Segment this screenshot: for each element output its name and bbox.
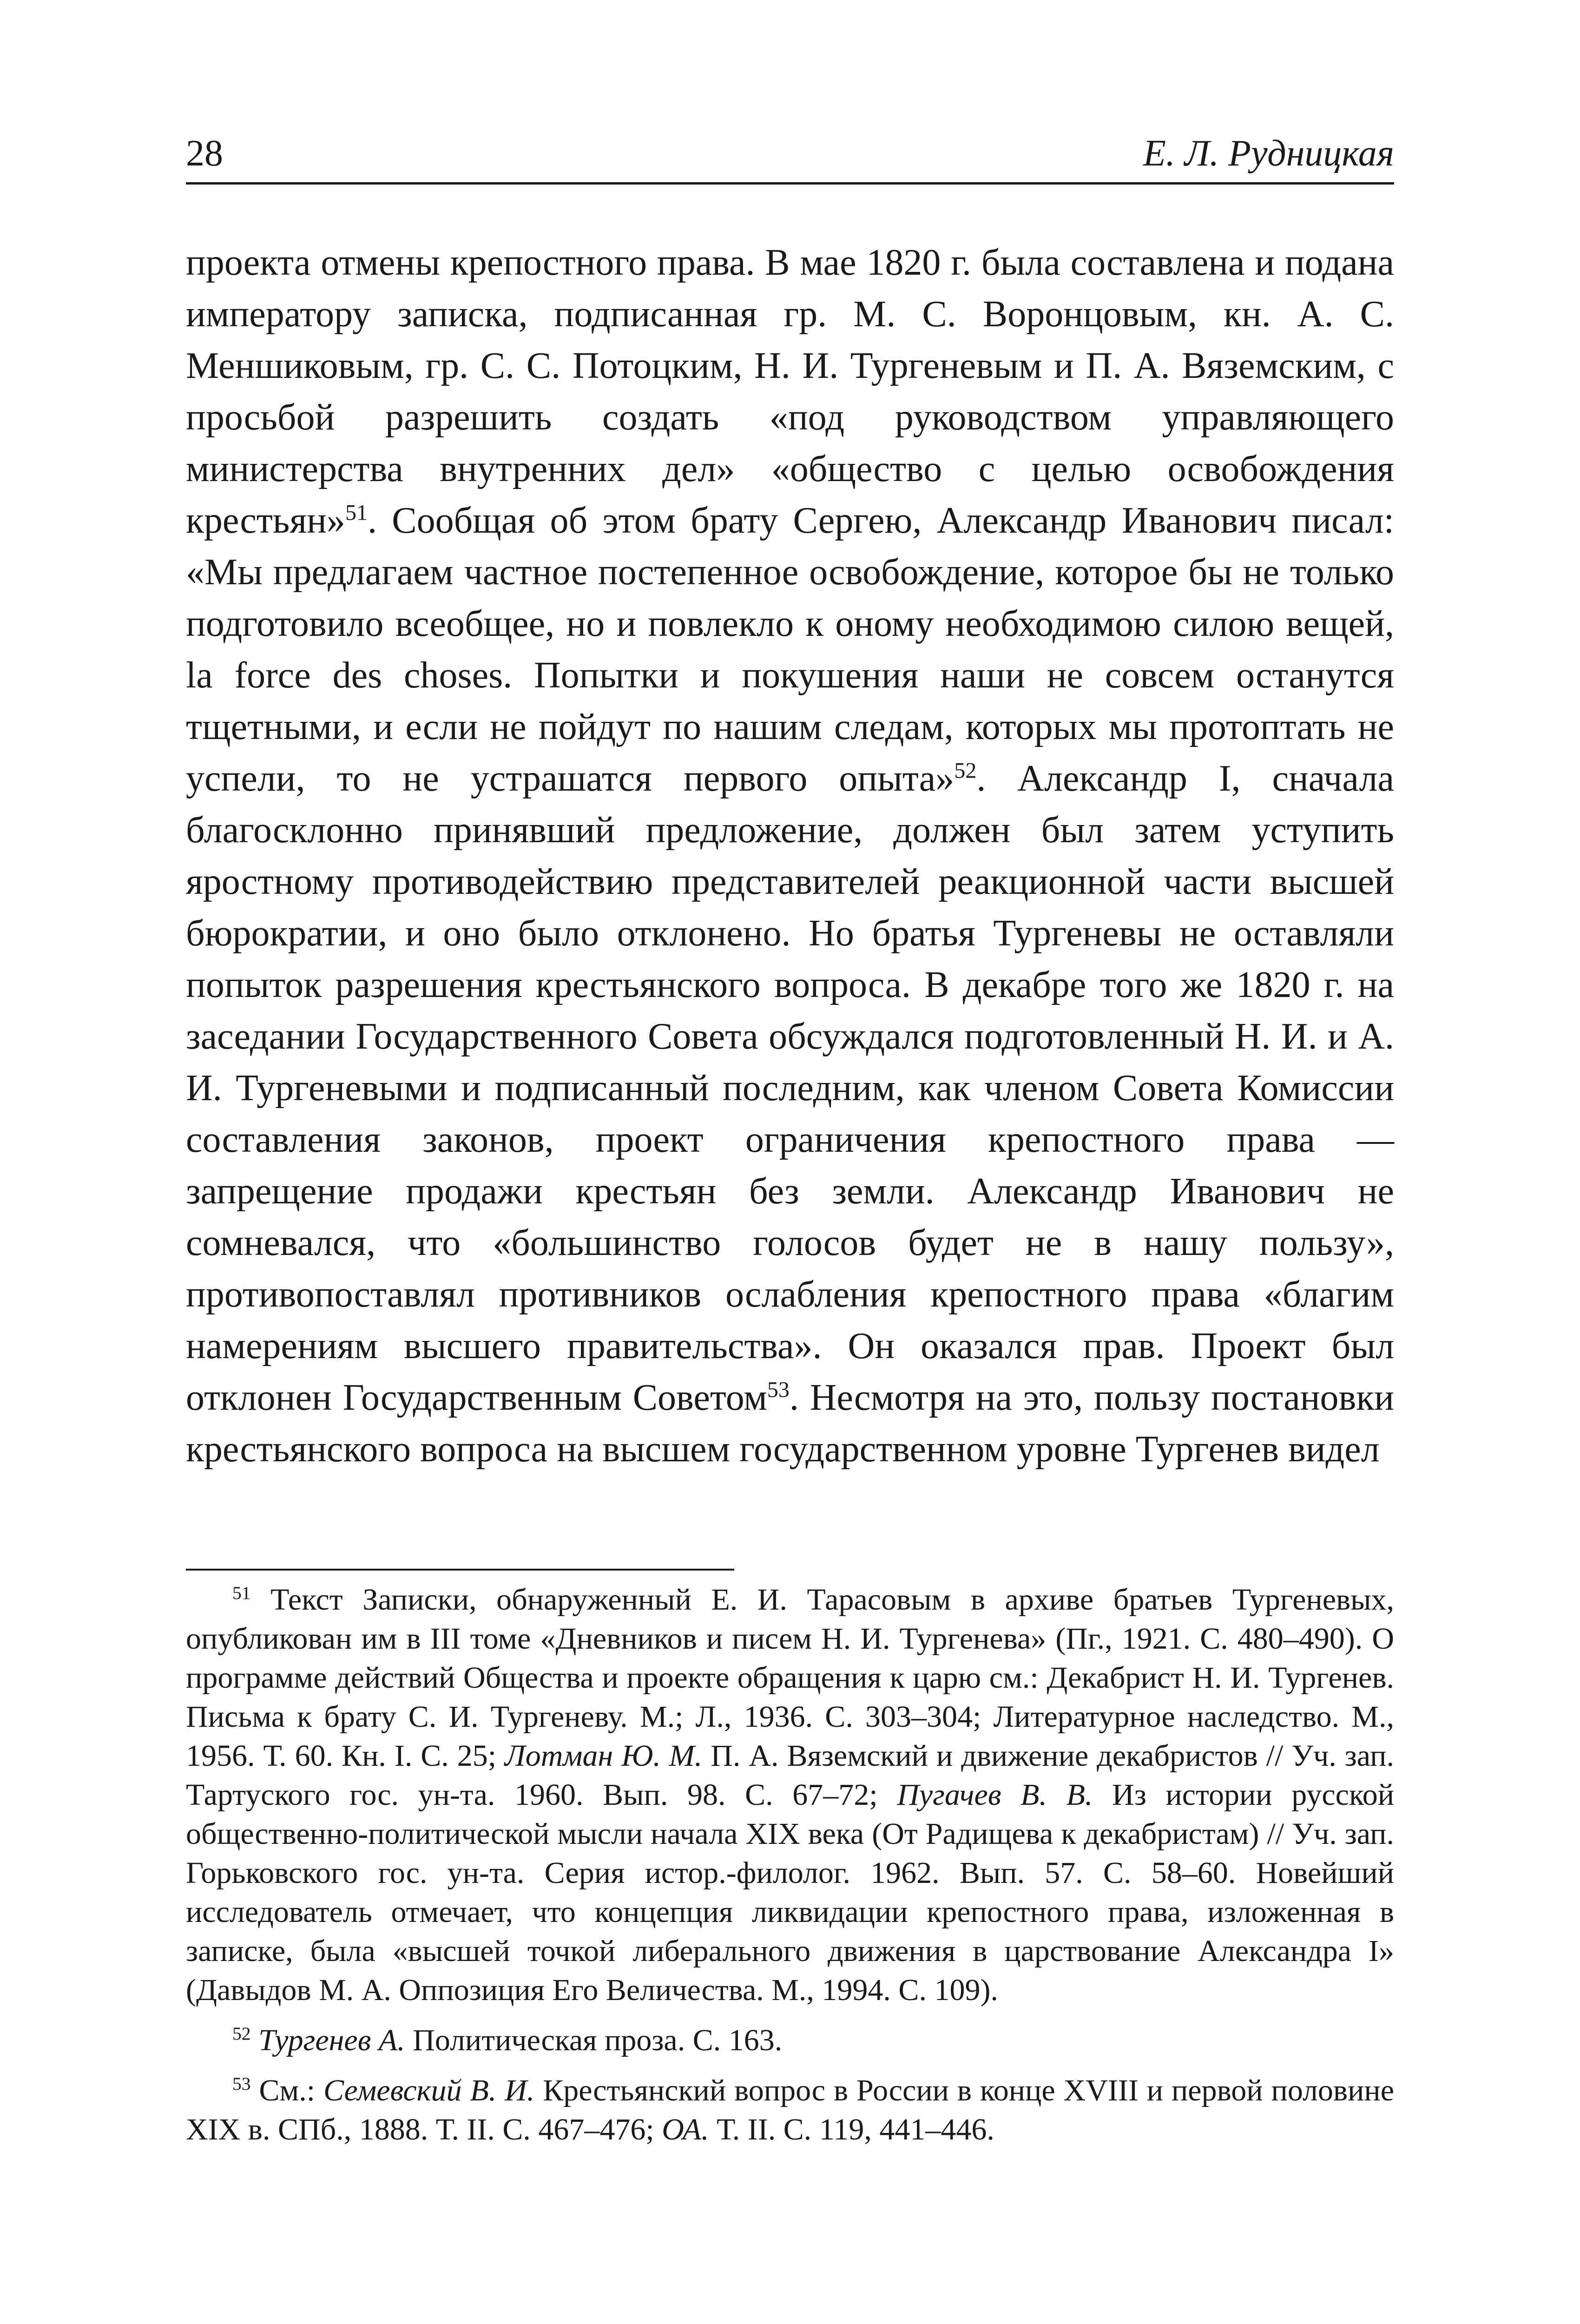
footnote-text: Т. II. С. 119, 441–446. [717,2113,994,2146]
body-text-segment: проекта отмены крепостного права. В мае 1820 г. была составлена и подана императору записка, подписанная гр. М. С. Воронцовым, кн. А. С. Меншиковым, гр. С. С. Потоцким, Н. И. Тургеневым и П. А. Вяземским, с просьбой разрешить создать «под руководством управляющего министерства внутренних дел» «общество с целью освобождения крестьян» [186,242,1394,541]
page-header [186,130,1394,186]
body-text-segment: . Сообщая об этом брату Сергею, Александр Иванович писал: «Мы предлагаем частное постепенное освобождение, которое бы не только подготовило всеобщее, но и повлекло к оному необходимою силою вещей, la force des choses. Попытки и покушения наши не совсем останутся тщетными, и если не пойдут по нашим следам, которых мы протоптать не успели, то не устрашатся первого опыта» [186,500,1394,799]
body-text-segment: . Александр I, сначала благосклонно принявший предложение, должен был затем уступить яростному противодействию представителей реакционной части высшей бюрократии, и оно было отклонено. Но братья Тургеневы не оставляли попыток разрешения крестьянского вопроса. В декабре того же 1820 г. на заседании Государственного Совета обсуждался подготовленный Н. И. и А. И. Тургеневыми и подписанный последним, как членом Совета Комиссии составления законов, проект ограничения крепостного права — запрещение продажи крестьян без земли. Александр Иванович не сомневался, что «большинство голосов будет не в нашу пользу», противопоставлял противников ослабления крепостного права «благим намерениям высшего правительства». Он оказался прав. Проект был отклонен Государственным Советом [186,758,1394,1418]
footnote-separator [186,1569,734,1571]
footnote-52 [186,2021,1394,2060]
footnote-text: Из истории русской общественно-политической мысли начала XIX века (От Радищева к декабристам) // Уч. зап. Горьковского гос. ун-та. Серия истор.-филолог. 1962. Вып. 57. С. 58–60. Новейший исследователь отмечает, что концепция ликвидации крепостного права, изложенная в записке, была «высшей точкой либерального движения в царствование Александра I» (Давыдов М. А. Оппозиция Его Величества. М., 1994. С. 109). [186,1778,1395,2007]
footnote-number: 53 [232,2073,251,2094]
footnote-text: Текст Записки, обнаруженный Е. И. Тарасовым в архиве братьев Тургеневых, опубликован им в III томе «Дневников и писем Н. И. Тургенева» (Пг., 1921. С. 480–490). О программе действий Общества и проекте обращения к царю см.: Декабрист Н. И. Тургенев. Письма к брату С. И. Тургеневу. М.; Л., 1936. С. 303–304; Литературное наследство. М., 1956. Т. 60. Кн. I. С. 25; [186,1583,1394,1773]
archive-abbreviation: ОА. [662,2113,709,2146]
author-name: Пугачев В. В. [897,1778,1093,1812]
body-text-segment: . Несмотря на это, пользу постановки крестьянского вопроса на высшем государственном уровне Тургенев видел [186,1377,1394,1470]
footnote-number: 51 [232,1583,251,1603]
footnotes [186,1580,1394,2160]
footnote-ref-52: 52 [954,758,977,783]
footnote-ref-53: 53 [767,1377,790,1402]
author-name: Тургенев А. [258,2023,405,2057]
author-name: Семевский В. И. [323,2073,535,2107]
author-name: Лотман Ю. М. [505,1739,703,1773]
main-paragraph [186,237,1394,1475]
footnote-ref-51: 51 [345,500,368,525]
footnote-number: 52 [232,2023,251,2044]
header-rule [186,182,1394,185]
footnote-51 [186,1580,1394,2010]
footnote-53 [186,2071,1394,2149]
footnote-text: Политическая проза. С. 163. [413,2023,783,2057]
running-head-author: Е. Л. Рудницкая [1143,133,1394,174]
footnote-text: Крестьянский вопрос в России в конце XVIII и первой половине XIX в. СПб., 1888. Т. II. С. 467–476; [186,2073,1395,2146]
footnote-text: П. А. Вяземский и движение декабристов // Уч. зап. Тартуского гос. ун-та. 1960. Вып. 98. С. 67–72; [186,1739,1394,1812]
page-number: 28 [186,133,223,174]
footnote-text: См.: [259,2073,316,2107]
